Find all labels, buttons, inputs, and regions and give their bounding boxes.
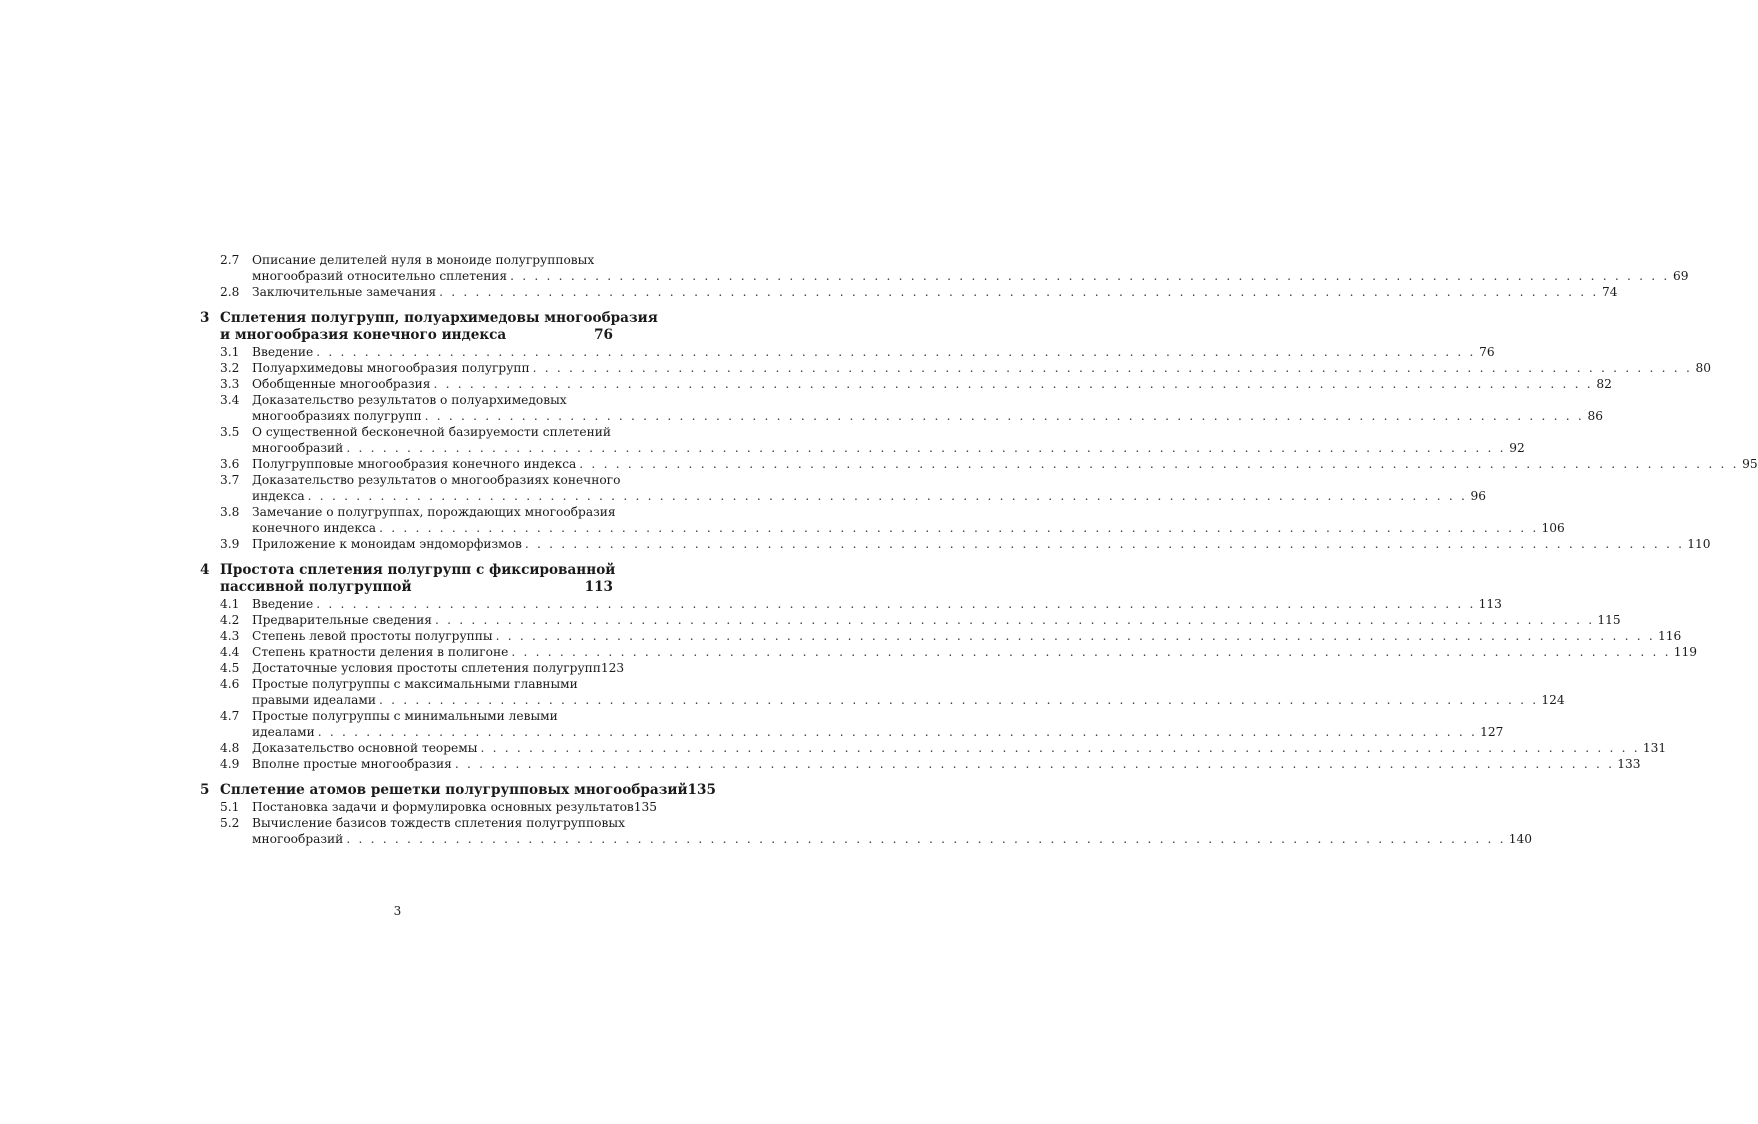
toc-section — [198, 284, 1618, 300]
section-text: Доказательство результатов о полуархимедовых — [252, 393, 567, 407]
section-title — [252, 815, 1532, 847]
chapter-title-text: Сплетение атомов решетки полугрупповых многообразий — [220, 782, 688, 798]
section-text: Простые полугруппы с минимальными левыми — [252, 709, 558, 723]
toc-section — [198, 708, 1504, 740]
section-title — [252, 360, 1712, 376]
section-line — [252, 392, 613, 408]
section-page: 116 — [1657, 629, 1682, 643]
section-number: 3.5 — [220, 425, 240, 439]
section-line — [252, 815, 625, 831]
section-title — [252, 676, 1565, 708]
section-title — [252, 740, 1667, 756]
section-page: 115 — [1597, 613, 1621, 627]
section-line — [252, 644, 1697, 660]
toc-section — [198, 644, 1697, 660]
section-number: 4.5 — [220, 661, 240, 675]
chapter-page: 113 — [584, 579, 613, 595]
section-line — [252, 520, 1565, 536]
dot-leader — [433, 376, 1592, 392]
section-title — [252, 284, 1618, 300]
section-text: Обобщенные многообразия — [252, 377, 431, 391]
toc-section — [198, 799, 658, 815]
toc-section — [198, 660, 625, 676]
toc-section — [198, 676, 1565, 708]
section-line — [252, 740, 1667, 756]
dot-leader — [318, 724, 1477, 740]
section-text: Полуархимедовы многообразия полугрупп — [252, 361, 530, 375]
chapter-title — [220, 782, 716, 799]
section-line — [252, 472, 621, 488]
toc-chapter — [198, 310, 1758, 552]
dot-leader — [439, 284, 1598, 300]
section-page: 92 — [1509, 441, 1525, 455]
dot-leader — [316, 596, 1475, 612]
toc-section — [198, 815, 1532, 847]
chapter-title-line — [220, 327, 613, 344]
section-number: 4.9 — [220, 757, 240, 771]
section-line — [252, 724, 1504, 740]
section-number: 4.2 — [220, 613, 240, 627]
section-title — [252, 612, 1621, 628]
chapter-title-line — [220, 310, 658, 327]
toc-section — [198, 360, 1712, 376]
section-number: 3.2 — [220, 361, 240, 375]
section-page: 86 — [1587, 409, 1603, 423]
section-line — [252, 344, 1495, 360]
section-text: идеалами — [252, 725, 315, 739]
section-title — [252, 596, 1502, 612]
toc-section — [198, 472, 1487, 504]
section-title — [252, 344, 1495, 360]
section-page: 131 — [1642, 741, 1667, 755]
toc-section — [198, 628, 1682, 644]
section-number: 4.3 — [220, 629, 240, 643]
toc-section — [198, 424, 1525, 456]
toc-section — [198, 392, 1603, 424]
section-line — [252, 708, 613, 724]
section-number: 4.1 — [220, 597, 240, 611]
section-page: 135 — [633, 800, 658, 814]
chapter-page: 135 — [687, 782, 716, 798]
section-text: Приложение к моноидам эндоморфизмов — [252, 537, 522, 551]
section-page: 113 — [1478, 597, 1502, 611]
chapter-number: 4 — [200, 562, 210, 578]
section-page: 140 — [1508, 832, 1532, 846]
section-page: 96 — [1470, 489, 1487, 503]
toc-chapter — [198, 562, 1697, 772]
dot-leader — [496, 628, 1655, 644]
toc-section — [198, 376, 1612, 392]
section-text: О существенной бесконечной базируемости сплетений — [252, 425, 611, 439]
section-title — [252, 456, 1758, 472]
toc-section — [198, 536, 1711, 552]
section-text: конечного индекса — [252, 521, 377, 535]
section-text: многообразиях полугрупп — [252, 409, 422, 423]
section-number: 2.8 — [220, 285, 240, 299]
section-line — [252, 692, 1565, 708]
dot-leader — [510, 268, 1669, 284]
section-line — [252, 440, 1525, 456]
section-text: правыми идеалами — [252, 693, 376, 707]
section-line — [252, 628, 1682, 644]
section-number: 3.1 — [220, 345, 240, 359]
dot-leader — [379, 520, 1538, 536]
chapter-title-text: пассивной полугруппой — [220, 579, 412, 595]
toc-section — [198, 740, 1667, 756]
toc-section — [198, 612, 1621, 628]
section-line — [252, 408, 1603, 424]
page-number: 3 — [393, 904, 402, 918]
dot-leader — [346, 440, 1505, 456]
section-text: Постановка задачи и формулировка основных результатов — [252, 800, 634, 814]
section-page: 76 — [1479, 345, 1495, 359]
section-text: Описание делителей нуля в моноиде полугрупповых — [252, 253, 595, 267]
section-number: 2.7 — [220, 253, 240, 267]
dot-leader — [425, 408, 1584, 424]
chapter-title — [220, 310, 658, 344]
section-number: 4.8 — [220, 741, 240, 755]
toc-section — [198, 456, 1758, 472]
section-line — [252, 799, 658, 815]
section-line — [252, 284, 1618, 300]
chapter-title-text: и многообразия конечного индекса — [220, 327, 507, 343]
toc-chapter — [198, 782, 1532, 847]
section-text: многообразий относительно сплетения — [252, 269, 508, 283]
section-line — [252, 424, 613, 440]
section-line — [252, 268, 1689, 284]
section-text: Заключительные замечания — [252, 285, 437, 299]
section-line — [252, 596, 1502, 612]
section-line — [252, 676, 613, 692]
toc-section — [198, 756, 1641, 772]
dot-leader — [579, 456, 1738, 472]
section-title — [252, 424, 1525, 456]
dot-leader — [480, 740, 1639, 756]
dot-leader — [308, 488, 1467, 504]
section-title — [252, 644, 1697, 660]
dot-leader — [511, 644, 1670, 660]
chapter-title-line — [220, 579, 613, 596]
section-number: 3.7 — [220, 473, 240, 487]
section-title — [252, 392, 1603, 424]
chapter-number: 5 — [200, 782, 210, 798]
section-page: 119 — [1673, 645, 1697, 659]
section-number: 3.4 — [220, 393, 240, 407]
section-page: 82 — [1596, 377, 1612, 391]
chapter-page: 76 — [594, 327, 613, 343]
dot-leader — [346, 831, 1505, 847]
section-line — [252, 360, 1712, 376]
section-text: Замечание о полугруппах, порождающих многообразия — [252, 505, 616, 519]
section-title — [252, 660, 625, 676]
dot-leader — [316, 344, 1475, 360]
section-page: 124 — [1541, 693, 1565, 707]
section-number: 4.6 — [220, 677, 240, 691]
table-of-contents — [198, 252, 1758, 847]
dot-leader — [435, 612, 1594, 628]
chapter-title-text: Сплетения полугрупп, полуархимедовы многообразия — [220, 310, 658, 326]
section-text: Введение — [252, 597, 314, 611]
section-line — [252, 536, 1711, 552]
section-text: Вполне простые многообразия — [252, 757, 452, 771]
toc-section — [198, 596, 1502, 612]
toc-section — [198, 504, 1565, 536]
section-text: Полугрупповые многообразия конечного индекса — [252, 457, 577, 471]
chapter-title — [220, 562, 616, 596]
section-title — [252, 472, 1487, 504]
section-text: Простые полугруппы с максимальными главными — [252, 677, 578, 691]
section-line — [252, 252, 613, 268]
section-page: 74 — [1602, 285, 1618, 299]
section-text: индекса — [252, 489, 305, 503]
section-title — [252, 504, 1565, 536]
section-number: 3.8 — [220, 505, 240, 519]
section-number: 3.6 — [220, 457, 240, 471]
section-title — [252, 252, 1689, 284]
toc-section — [198, 344, 1495, 360]
section-title — [252, 628, 1682, 644]
dot-leader — [533, 360, 1692, 376]
chapter-title-line — [220, 562, 616, 579]
dot-leader — [379, 692, 1538, 708]
toc-chapter — [198, 252, 1689, 300]
section-title — [252, 756, 1641, 772]
section-page: 95 — [1742, 457, 1758, 471]
section-title — [252, 376, 1612, 392]
section-text: Доказательство результатов о многообразиях конечного — [252, 473, 621, 487]
section-number: 5.1 — [220, 800, 240, 814]
chapter-number: 3 — [200, 310, 210, 326]
section-page: 106 — [1541, 521, 1565, 535]
section-line — [252, 660, 625, 676]
section-line — [252, 376, 1612, 392]
toc-section — [198, 252, 1689, 284]
section-line — [252, 504, 616, 520]
dot-leader — [455, 756, 1614, 772]
section-line — [252, 756, 1641, 772]
section-number: 4.7 — [220, 709, 240, 723]
section-text: многообразий — [252, 832, 344, 846]
dot-leader — [525, 536, 1684, 552]
section-text: Доказательство основной теоремы — [252, 741, 478, 755]
section-line — [252, 488, 1487, 504]
section-page: 123 — [600, 661, 625, 675]
section-page: 110 — [1687, 537, 1711, 551]
section-page: 80 — [1695, 361, 1712, 375]
section-text: Вычисление базисов тождеств сплетения полугрупповых — [252, 816, 625, 830]
section-line — [252, 612, 1621, 628]
section-text: Предварительные сведения — [252, 613, 432, 627]
section-number: 4.4 — [220, 645, 240, 659]
section-text: Степень левой простоты полугруппы — [252, 629, 493, 643]
section-text: Достаточные условия простоты сплетения полугрупп — [252, 661, 601, 675]
section-text: многообразий — [252, 441, 344, 455]
section-page: 69 — [1673, 269, 1689, 283]
section-number: 3.9 — [220, 537, 240, 551]
section-title — [252, 536, 1711, 552]
section-title — [252, 799, 658, 815]
section-text: Введение — [252, 345, 314, 359]
section-line — [252, 831, 1532, 847]
section-line — [252, 456, 1758, 472]
chapter-title-line — [220, 782, 716, 799]
section-page: 127 — [1480, 725, 1504, 739]
section-title — [252, 708, 1504, 740]
section-page: 133 — [1617, 757, 1641, 771]
section-number: 5.2 — [220, 816, 240, 830]
chapter-title-text: Простота сплетения полугрупп с фиксированной — [220, 562, 616, 578]
section-text: Степень кратности деления в полигоне — [252, 645, 509, 659]
section-number: 3.3 — [220, 377, 240, 391]
